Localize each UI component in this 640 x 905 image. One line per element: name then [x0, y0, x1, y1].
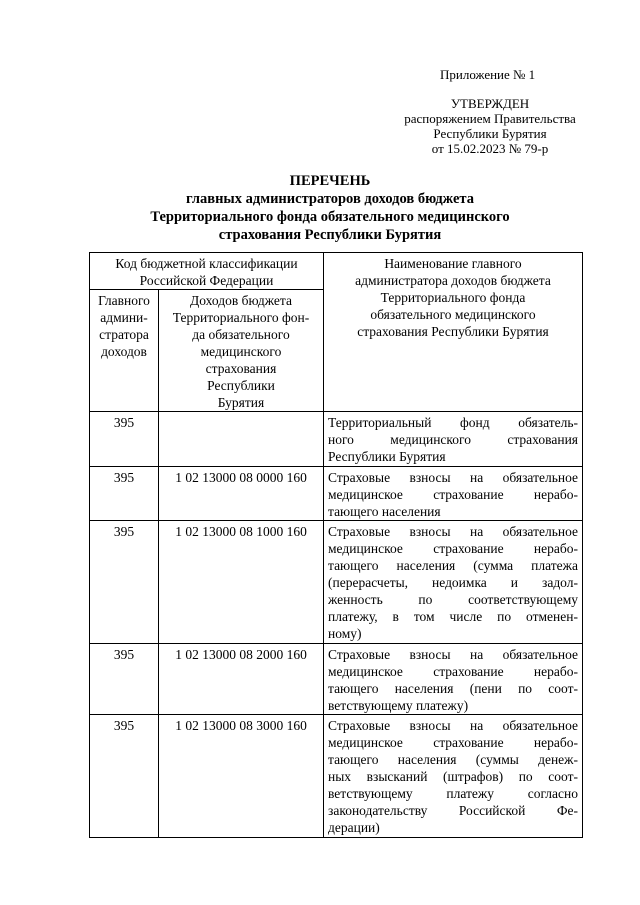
income-name-line: Страховые взносы на обязательное	[328, 647, 578, 662]
header-text-line: Код бюджетной классификации	[115, 256, 298, 271]
income-name-cell	[324, 412, 583, 467]
income-code-cell: 1 02 13000 08 0000 160	[159, 467, 324, 521]
income-name-line: Страховые взносы на обязательное	[328, 470, 578, 485]
income-code-cell: 1 02 13000 08 3000 160	[159, 715, 324, 838]
income-name-line: ветствующему платежу согласно	[328, 786, 578, 801]
admin-code-cell: 395	[90, 715, 159, 838]
approved-line: распоряжением Правительства	[404, 111, 576, 126]
income-code-cell	[159, 412, 324, 467]
header-budget-income	[159, 290, 324, 412]
admin-code-cell: 395	[90, 467, 159, 521]
header-text-line: Российской Федерации	[139, 273, 274, 288]
income-name-line: ветствующему платежу)	[328, 698, 469, 713]
header-text-line: да обязательного	[192, 327, 290, 342]
income-name-line: женность по соответствующему	[328, 592, 578, 607]
income-name-line: медицинское страхование нерабо-	[328, 541, 578, 556]
income-name-line: медицинское страхование нерабо-	[328, 735, 578, 750]
income-name-line: Страховые взносы на обязательное	[328, 524, 578, 539]
header-text-line: Главного	[98, 293, 150, 308]
header-text-line: медицинского	[200, 344, 282, 359]
income-name-line: медицинское страхование нерабо-	[328, 664, 578, 679]
table-row	[90, 467, 583, 521]
income-name-cell	[324, 521, 583, 644]
income-name-line: законодательству Российской Фе-	[328, 803, 578, 818]
approved-line: Республики Бурятия	[433, 126, 547, 141]
title-line: ПЕРЕЧЕНЬ	[289, 173, 371, 189]
income-name-line: платежу, в том числе по отменен-	[328, 609, 578, 624]
approved-title: УТВЕРЖДЕН	[450, 96, 530, 111]
table-header-row	[90, 253, 583, 290]
income-name-cell	[324, 644, 583, 715]
title-line: главных администраторов доходов бюджета	[186, 191, 474, 207]
income-name-line: тающего населения	[328, 504, 441, 519]
document-title	[80, 172, 580, 244]
header-text-line: доходов	[101, 344, 147, 359]
header-text-line: администратора доходов бюджета	[355, 273, 551, 288]
income-name-line: Страховые взносы на обязательное	[328, 718, 578, 733]
income-name-line: ному)	[328, 626, 362, 641]
title-line: страхования Республики Бурятия	[218, 227, 442, 243]
header-text-line: Республики	[207, 378, 275, 393]
header-kbk-group	[90, 253, 324, 290]
table-body	[90, 412, 583, 838]
title-line: Территориального фонда обязательного медицинского	[150, 209, 510, 225]
header-text-line: Территориального фонда	[380, 290, 526, 305]
income-name-line: Республики Бурятия	[328, 449, 446, 464]
income-code-cell: 1 02 13000 08 1000 160	[159, 521, 324, 644]
administrators-table	[89, 252, 583, 838]
admin-code-cell: 395	[90, 412, 159, 467]
income-name-line: Территориальный фонд обязатель-	[328, 415, 578, 430]
table-row	[90, 715, 583, 838]
header-text-line: Бурятия	[217, 395, 265, 410]
table-row	[90, 521, 583, 644]
header-main-administrator	[90, 290, 159, 412]
header-text-line: админи-	[100, 310, 148, 325]
header-text-line: стратора	[99, 327, 149, 342]
income-name-line: (перерасчеты, недоимка и задол-	[328, 575, 578, 590]
header-administrator-name	[324, 253, 583, 412]
income-name-line: тающего населения (суммы денеж-	[328, 752, 578, 767]
admin-code-cell: 395	[90, 521, 159, 644]
income-name-line: дерации)	[328, 820, 380, 835]
income-name-line: ных взысканий (штрафов) по соот-	[328, 769, 578, 784]
header-text-line: Наименование главного	[384, 256, 522, 271]
income-code-cell: 1 02 13000 08 2000 160	[159, 644, 324, 715]
header-text-line: страхования	[205, 361, 277, 376]
annex-label: Приложение № 1	[440, 67, 536, 82]
income-name-cell	[324, 467, 583, 521]
income-name-cell	[324, 715, 583, 838]
table-row	[90, 412, 583, 467]
income-name-line: тающего населения (пени по соот-	[328, 681, 578, 696]
approved-date-line: от 15.02.2023 № 79-р	[431, 141, 549, 156]
admin-code-cell: 395	[90, 644, 159, 715]
header-text-line: Доходов бюджета	[190, 293, 292, 308]
income-name-line: тающего населения (сумма платежа	[328, 558, 578, 573]
header-text-line: страхования Республики Бурятия	[357, 324, 549, 339]
approval-stamp-block	[395, 96, 585, 156]
header-text-line: обязательного медицинского	[370, 307, 536, 322]
income-name-line: медицинское страхование нерабо-	[328, 487, 578, 502]
income-name-line: ного медицинского страхования	[328, 432, 578, 447]
table-row	[90, 644, 583, 715]
header-text-line: Территориального фон-	[172, 310, 310, 325]
